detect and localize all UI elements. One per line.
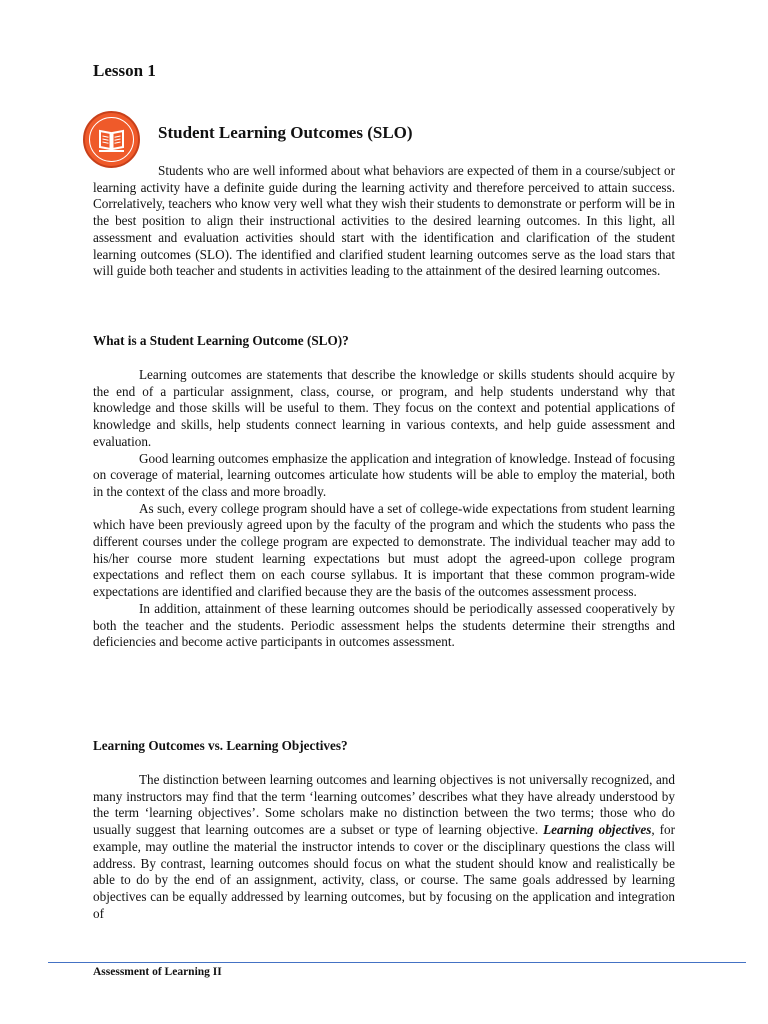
intro-paragraph: Students who are well informed about what behaviors are expected of them in a course/subject or learning activity have a definite guide during the learning activity and therefore perceived to attain success. Correlatively, teachers who know very well what they wish their students to demonstrate or perform will be in the best position to align their instructional activities to the desired learning outcomes. In this light, all assessment and evaluation activities should start with the identification and clarification of the student learning outcomes (SLO). The identified and clarified student learning outcomes serve as the load stars that will guide both teacher and students in activities leading to the attainment of the desired learning outcomes.: [93, 163, 675, 279]
paragraph: [93, 772, 675, 922]
italic-term: Learning objectives: [543, 822, 652, 838]
section-body-slo: [93, 367, 675, 651]
paragraph: In addition, attainment of these learning outcomes should be periodically assessed cooperatively by both the teacher and the students. Periodic assessment helps the students determine their strengths and deficiencies and become active participants in outcomes assessment.: [93, 600, 675, 650]
intro-text: [93, 163, 675, 280]
paragraph: As such, every college program should have a set of college-wide expectations from student learning which have been previously agreed upon by the faculty of the program and which the students who pass the different courses under the college program are expected to demonstrate. The individual teacher may add to his/her course more student learning expectations but must adopt the agreed-upon college program expectations and reflect them on each course syllabus. It is important that these common program-wide expectations are identified and clarified because they are the basis of the outcomes assessment process.: [93, 500, 675, 600]
footer-divider: [48, 962, 746, 963]
paragraph: Good learning outcomes emphasize the application and integration of knowledge. Instead of focusing on coverage of material, learning outcomes articulate how students will be able to employ the material, both in the context of the class and more broadly.: [93, 450, 675, 499]
section-heading-outcomes-vs-objectives: Learning Outcomes vs. Learning Objectives?: [93, 738, 348, 753]
text-run: The distinction between learning outcomes and learning objectives is not universally recognized, and many instructors may find that the term ‘learning outcomes’ describes what they have already understood by the term ‘learning objectives’. Some scholars make no distinction between the two terms; those who do usually suggest that learning outcomes are a subset or type of learning objective.: [93, 772, 675, 838]
paragraph: Learning outcomes are statements that describe the knowledge or skills students should acquire by the end of a particular assignment, class, course, or program, and help students understand why that knowledge and those skills will be useful to them. They focus on the context and potential applications of knowledge and skills, help students connect learning in various contexts, and help guide assessment and evaluation.: [93, 367, 675, 449]
text-run: , for example, may outline the material the instructor intends to cover or the disciplinary questions the class will address. By contrast, learning outcomes should focus on what the student should know and realistically be able to do by the end of an assignment, activity, class, or course. The same goals addressed by learning objectives can be equally addressed by learning outcomes, but by focusing on the application and integration of: [93, 822, 675, 921]
section-body-outcomes-vs-objectives: [93, 772, 675, 922]
open-book-icon: [83, 111, 140, 168]
page-title: Student Learning Outcomes (SLO): [158, 123, 413, 142]
footer-text: Assessment of Learning II: [93, 966, 222, 978]
section-heading-slo: What is a Student Learning Outcome (SLO)?: [93, 333, 349, 348]
lesson-label: Lesson 1: [93, 61, 156, 80]
